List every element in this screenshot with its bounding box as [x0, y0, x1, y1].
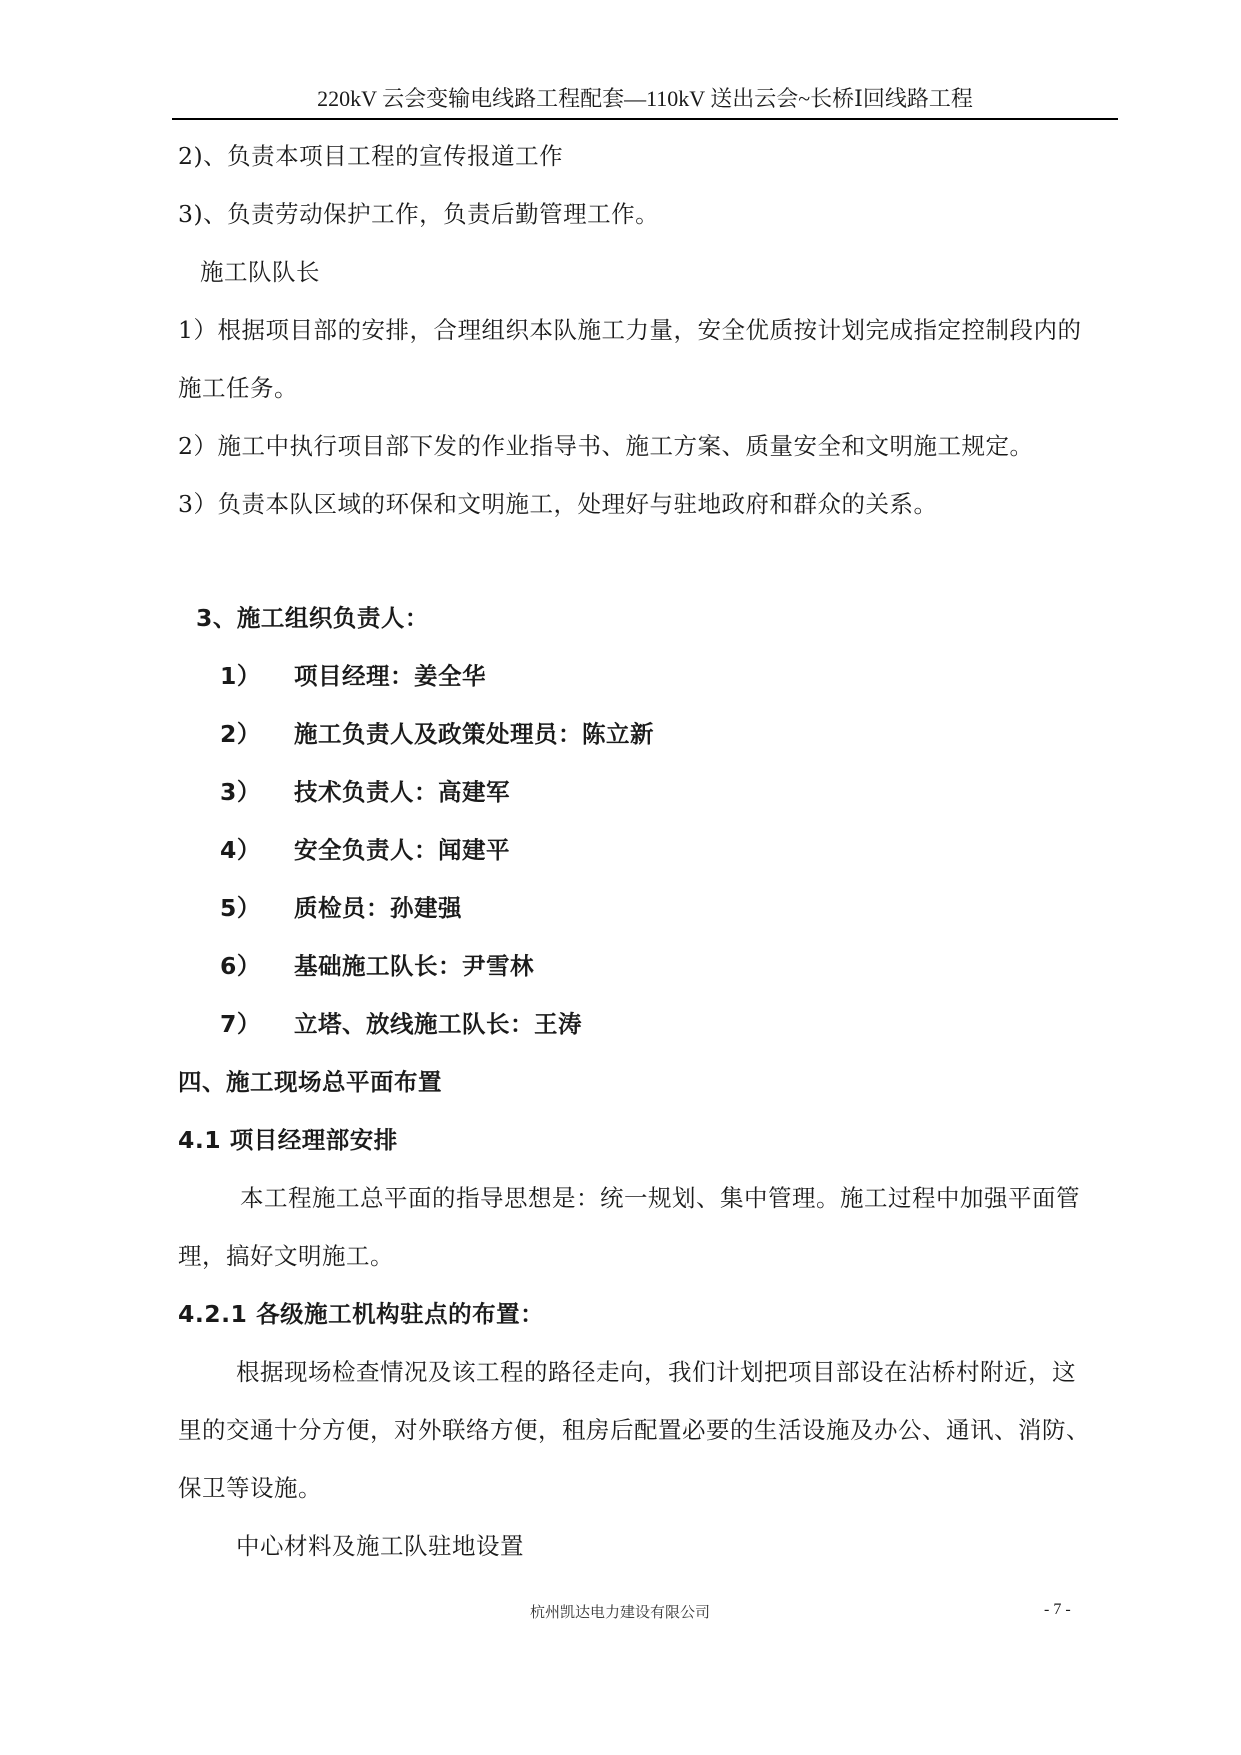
member-5-text: 质检员：孙建强 [294, 894, 462, 922]
team-leader-heading: 施工队队长 [200, 258, 320, 286]
last-line: 中心材料及施工队驻地设置 [236, 1532, 524, 1560]
para-4-2-1-line-2: 里的交通十分方便，对外联络方便，租房后配置必要的生活设施及办公、通讯、消防、 [178, 1416, 1090, 1444]
para-4-1-line-2: 理，搞好文明施工。 [178, 1242, 394, 1270]
header-divider [172, 118, 1118, 120]
member-3-num: 3） [220, 778, 261, 806]
member-4-num: 4） [220, 836, 261, 864]
member-1-text: 项目经理：姜全华 [294, 662, 486, 690]
member-2-num: 2） [220, 720, 261, 748]
team-leader-item-3: 3）负责本队区域的环保和文明施工，处理好与驻地政府和群众的关系。 [178, 490, 938, 518]
section-4-1-heading: 4.1 项目经理部安排 [178, 1126, 398, 1154]
member-7-text: 立塔、放线施工队长：王涛 [294, 1010, 582, 1038]
page-header-title: 220kV 云会变输电线路工程配套—110kV 送出云会~长桥Ⅰ回线路工程 [317, 86, 973, 111]
footer-page-number: - 7 - [1044, 1601, 1071, 1618]
duty-line-3: 3)、负责劳动保护工作，负责后勤管理工作。 [178, 200, 660, 228]
team-leader-item-1-line-2: 施工任务。 [178, 374, 298, 402]
member-1-num: 1） [220, 662, 261, 690]
member-6-num: 6） [220, 952, 261, 980]
section-4-heading: 四、施工现场总平面布置 [178, 1068, 442, 1096]
para-4-2-1-line-3: 保卫等设施。 [178, 1474, 322, 1502]
member-3-text: 技术负责人：高建军 [294, 778, 510, 806]
member-4-text: 安全负责人：闻建平 [294, 836, 510, 864]
footer-company: 杭州凯达电力建设有限公司 [530, 1603, 711, 1621]
team-leader-item-2: 2）施工中执行项目部下发的作业指导书、施工方案、质量安全和文明施工规定。 [178, 432, 1034, 460]
para-4-2-1-line-1: 根据现场检查情况及该工程的路径走向，我们计划把项目部设在沾桥村附近，这 [236, 1358, 1076, 1386]
team-leader-item-1-line-1: 1）根据项目部的安排，合理组织本队施工力量，安全优质按计划完成指定控制段内的 [178, 316, 1082, 344]
para-4-1-line-1: 本工程施工总平面的指导思想是：统一规划、集中管理。施工过程中加强平面管 [240, 1184, 1080, 1212]
section-4-2-1-heading: 4.2.1 各级施工机构驻点的布置： [178, 1300, 545, 1328]
member-2-text: 施工负责人及政策处理员：陈立新 [294, 720, 654, 748]
member-7-num: 7） [220, 1010, 261, 1038]
member-5-num: 5） [220, 894, 261, 922]
member-6-text: 基础施工队长：尹雪林 [294, 952, 534, 980]
organization-heading: 3、施工组织负责人： [196, 604, 429, 632]
duty-line-2: 2)、负责本项目工程的宣传报道工作 [178, 142, 564, 170]
